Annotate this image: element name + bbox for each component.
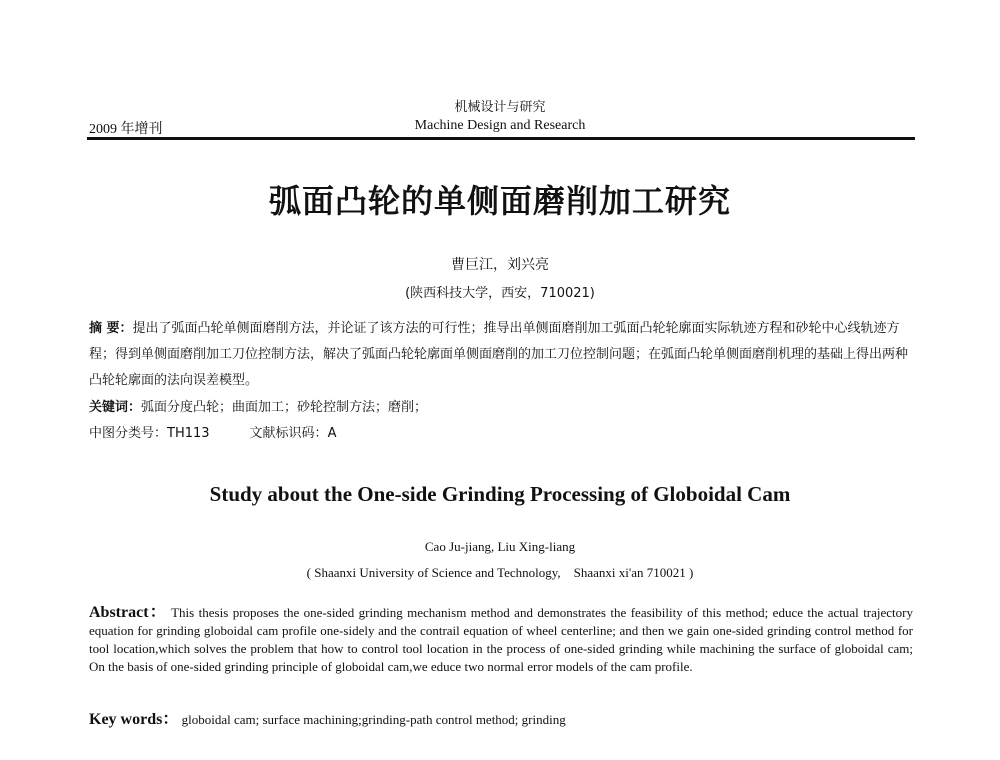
keywords-cn-label: 关键词：	[89, 400, 142, 415]
paper-title-cn: 弧面凸轮的单侧面磨削加工研究	[268, 182, 731, 220]
journal-name-cn: 机械设计与研究	[454, 100, 546, 115]
doc-code-value: A	[327, 426, 337, 441]
keywords-en	[89, 706, 913, 729]
clc-label: 中图分类号：	[89, 426, 168, 441]
abstract-cn-text: 提出了弧面凸轮单侧面磨削方法，并论证了该方法的可行性；推导出单侧面磨削加工弧面凸轮轮廓面实际轨迹方程和砂轮中心线轨迹方程；得到单侧面磨削加工刀位控制方法，解决了弧面凸轮轮廓面单侧面磨削的加工刀位控制问题；在弧面凸轮单侧面磨削机理的基础上得出两种凸轮轮廓面的法向误差模型。	[89, 321, 909, 388]
abstract-cn-label: 摘 要：	[89, 321, 133, 336]
keywords-en-text: globoidal cam; surface machining;grinding-path control method; grinding	[181, 712, 566, 727]
keywords-en-label: Key words：	[89, 711, 179, 728]
journal-name-en: Machine Design and Research	[414, 118, 586, 133]
classification-line	[89, 421, 909, 447]
issue-label: 2009 年增刊	[89, 122, 163, 137]
paper-title-en: Study about the One-side Grinding Processing of Globoidal Cam	[209, 482, 791, 506]
abstract-en	[89, 604, 913, 676]
affiliation-cn: (陕西科技大学，西安，710021)	[405, 286, 595, 301]
abstract-en-text: This thesis proposes the one-sided grinding mechanism method and demonstrates the feasibility of this method; educe the actual trajectory equation for grinding globoidal cam profile one-sidely and the contrail equation of wheel centerline; and then we gain one-sided grinding control method for tool location,which solves the problem that how to control tool location in the process of one-sided grinding while machining the surface of globoidal cam; On the basis of one-sided grinding principle of globoidal cam,we educe two normal error models of the cam profile.	[89, 605, 913, 674]
abstract-cn	[89, 316, 909, 394]
doc-code-label: 文献标识码：	[249, 426, 328, 441]
clc-value: TH113	[167, 426, 210, 441]
affiliation-en: ( Shaanxi University of Science and Technology, Shaanxi xi'an 710021 )	[306, 565, 694, 580]
authors-cn: 曹巨江，刘兴亮	[451, 257, 549, 273]
keywords-cn-text: 弧面分度凸轮；曲面加工；砂轮控制方法；磨削；	[141, 400, 428, 415]
abstract-en-label: Abstract：	[89, 604, 167, 621]
authors-en: Cao Ju-jiang, Liu Xing-liang	[424, 539, 576, 554]
keywords-cn	[89, 395, 909, 421]
header-rule	[87, 137, 915, 140]
